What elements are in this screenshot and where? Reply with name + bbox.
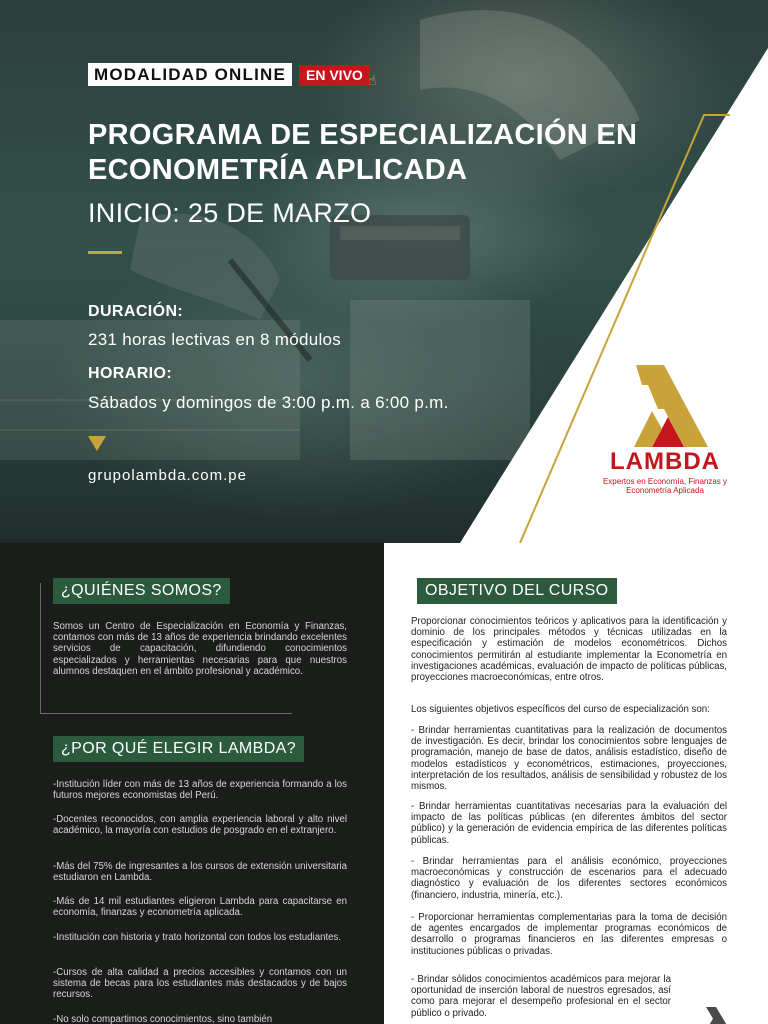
why-item: -Más de 14 mil estudiantes eligieron Lambda para capacitarse en economía, finanzas y econometría aplicada. [53,896,347,919]
start-date: INICIO: 25 DE MARZO [88,198,372,228]
why-item: -Institución líder con más de 13 años de experiencia formando a los futuros mejores economistas del Perú. [53,779,347,802]
right-column [384,543,768,1024]
down-arrow-icon [88,436,106,451]
logo-tagline-line2: Econometría Aplicada [626,486,704,495]
objectives-intro: Los siguientes objetivos específicos del curso de especialización son: [411,704,710,715]
schedule-value: Sábados y domingos de 3:00 p.m. a 6:00 p.m. [88,393,449,412]
objective-intro: Proporcionar conocimientos teóricos y aplicativos para la identificación y dominio de los principales métodos y técnicas utilizadas en la especificación y estimación de modelos econométricos. Dichos conocimientos permitirán al estudiante implementar la Econometría en investigaciones académicas, evaluación de impacto de políticas públicas, proyecciones macroeconómicas, entre otros. [411,616,727,684]
program-title-line2: ECONOMETRÍA APLICADA [88,154,468,186]
who-text: Somos un Centro de Especialización en Economía y Finanzas, contamos con más de 13 años de experiencia brindando excelentes servicios de capacitación, difundiendo conocimientos especializados y herramientas necesarias para que nuestros alumnos destaquen en el ámbito profesional y académico. [53,621,347,677]
why-item: -Cursos de alta calidad a precios accesibles y contamos con un sistema de becas para los estudiantes más destacados y de bajos recursos. [53,967,347,1001]
website-link[interactable]: grupolambda.com.pe [88,467,247,484]
lambda-mark-icon [622,365,708,447]
why-item: -Más del 75% de ingresantes a los cursos de extensión universitaria estudiaron en Lambda. [53,861,347,884]
objective-item: - Brindar herramientas cuantitativas para la realización de documentos de investigación. Es decir, brindar los conocimientos sobre lenguajes de programación, manejo de base de datos, análisis estadístico, diseño de modelos estadísticos y econométricos, estimaciones, proyecciones, interpretación de los resultados, análisis de sensibilidad y robustez de los mismos. [411,725,727,793]
lambda-logo [598,365,732,495]
gold-rule [88,251,122,254]
section-divider [40,713,292,714]
program-title [88,118,688,188]
schedule-label: HORARIO: [88,365,173,382]
objective-item: - Brindar herramientas para el análisis económico, proyecciones macroeconómicas y construcción de escenarios para el adecuado diagnóstico y evaluación de los diferentes sectores económicos (financiero, industria, minería, etc.). [411,856,727,901]
vertical-divider [40,583,41,713]
why-heading: ¿POR QUÉ ELEGIR LAMBDA? [53,736,304,762]
why-item: -No solo compartimos conocimientos, sino también [53,1014,273,1024]
duration-label: DURACIÓN: [88,303,184,320]
pointer-hand-icon: ☝ [368,72,377,88]
objective-item: - Brindar sólidos conocimientos académicos para mejorar la oportunidad de inserción laboral de nuestros egresados, así como para mejorar el desempeño profesional en el sector público o privado. [411,974,671,1019]
logo-name: LAMBDA [610,448,720,475]
live-badge: EN VIVO [299,65,370,86]
modality-badge: MODALIDAD ONLINE [88,63,292,86]
objective-item: - Proporcionar herramientas complementarias para la toma de decisión de agentes encargados de implementar programas económicos de desarrollo o programas financieros en las diferentes empresas o instituciones públicas o privadas. [411,912,727,957]
logo-tagline-line1: Expertos en Economía, Finanzas y [602,477,728,486]
why-item: -Docentes reconocidos, con amplia experiencia laboral y alto nivel académico, la mayoría con estudios de posgrado en el extranjero. [53,814,347,837]
objective-heading: OBJETIVO DEL CURSO [417,578,617,604]
why-item: -Institución con historia y trato horizontal con todos los estudiantes. [53,932,342,943]
who-heading: ¿QUIÉNES SOMOS? [53,578,230,604]
program-title-line1: PROGRAMA DE ESPECIALIZACIÓN EN [88,119,638,151]
left-column [0,543,384,1024]
lambda-corner-mark-icon [704,1007,734,1024]
objective-item: - Brindar herramientas cuantitativas necesarias para la evaluación del impacto de las políticas públicas (en diferentes ámbitos del sector público) y la generación de evidencia empírica de las diferentes políticas públicas. [411,801,727,846]
duration-value: 231 horas lectivas en 8 módulos [88,330,342,349]
